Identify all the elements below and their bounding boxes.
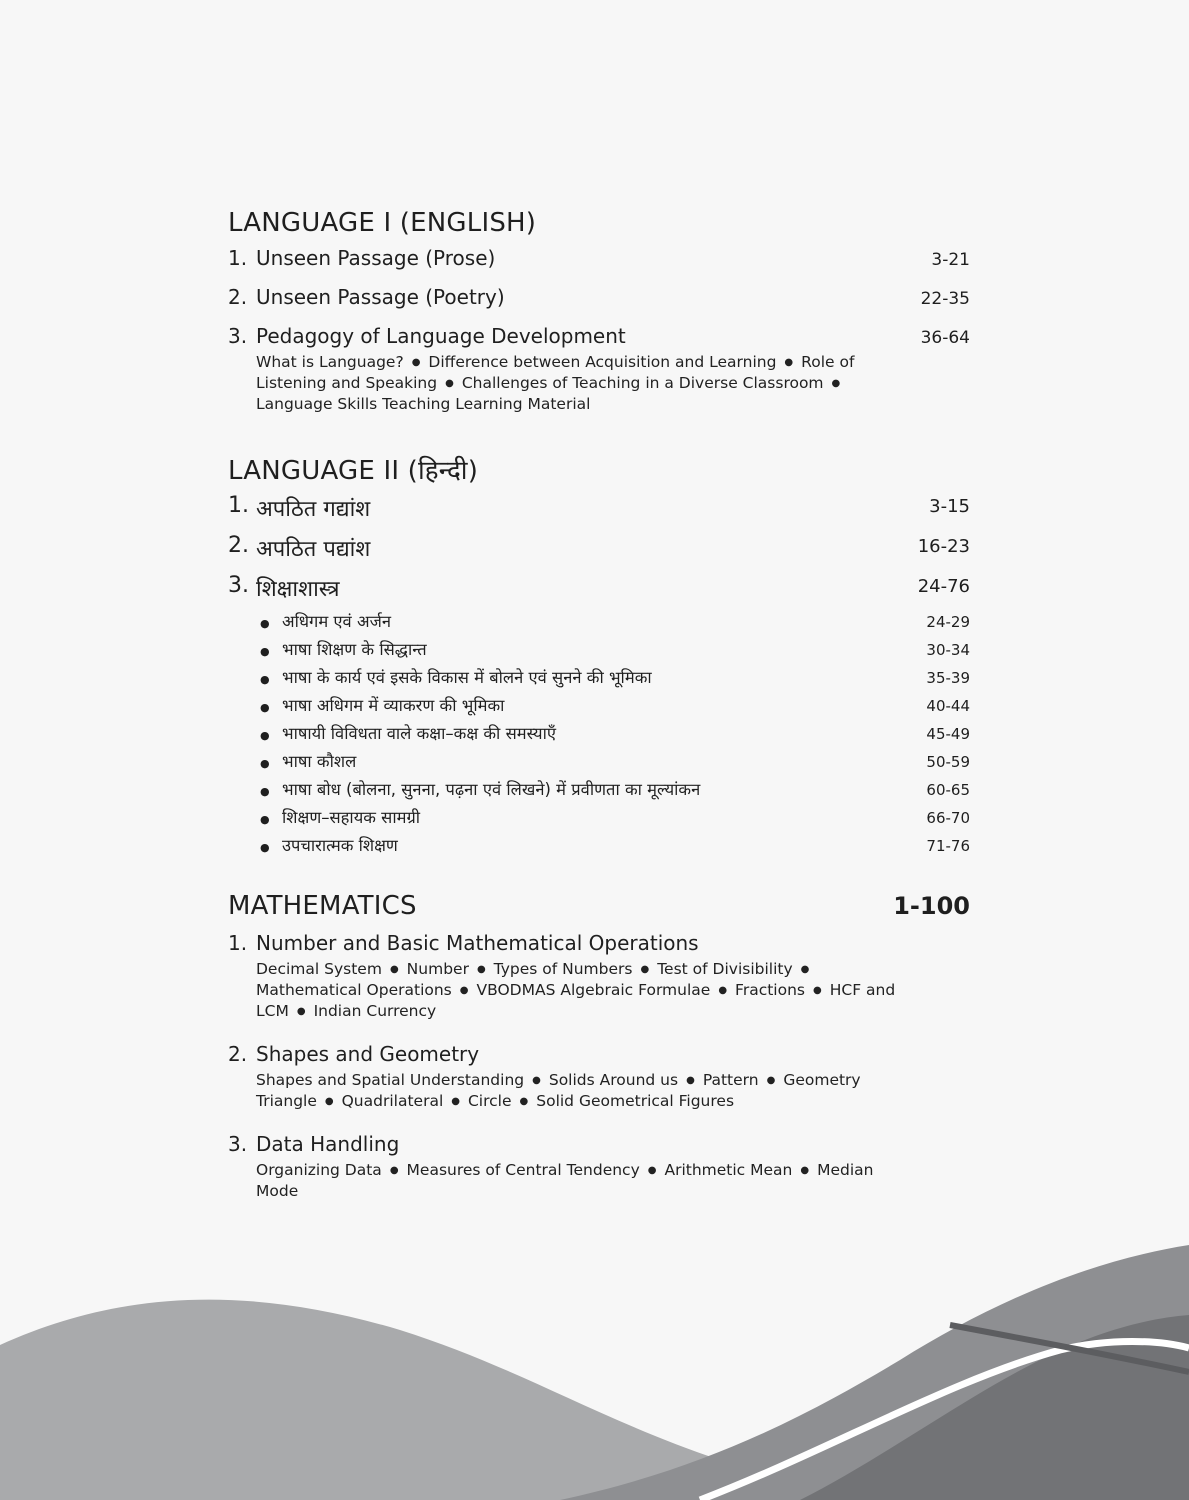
- item-number: 2.: [228, 533, 249, 558]
- topic: Arithmetic Mean: [664, 1161, 793, 1179]
- subitem: [228, 637, 970, 665]
- bullet-separator-icon: ●: [647, 1165, 657, 1176]
- subitem-title: भाषा अधिगम में व्याकरण की भूमिका: [282, 696, 505, 715]
- subitem-title: अधिगम एवं अर्जन: [282, 612, 391, 631]
- bullet-icon: ●: [260, 841, 270, 854]
- topic: Indian Currency: [313, 1002, 437, 1020]
- item-topics: [256, 1160, 916, 1202]
- subitem-title: भाषायी विविधता वाले कक्षा–कक्ष की समस्याएँ: [282, 724, 556, 743]
- subitem-pages: 45-49: [926, 725, 970, 743]
- bullet-separator-icon: ●: [686, 1075, 695, 1086]
- bullet-icon: ●: [260, 813, 270, 826]
- item-topics: [256, 1070, 916, 1112]
- subitem-title: भाषा बोध (बोलना, सुनना, पढ़ना एवं लिखने) में प्रवीणता का मूल्यांकन: [282, 780, 701, 799]
- subitem-pages: 60-65: [926, 781, 970, 799]
- item-title-wrap: [228, 573, 340, 603]
- bullet-separator-icon: ●: [296, 1006, 306, 1017]
- subitem-pages: 66-70: [926, 809, 970, 827]
- hindi-subitems: [228, 609, 970, 861]
- bullet-separator-icon: ●: [766, 1075, 776, 1086]
- item-title-wrap: [228, 1042, 479, 1066]
- topic: Number: [406, 960, 469, 978]
- subitem-pages: 50-59: [926, 753, 970, 771]
- item-pages: 16-23: [917, 536, 970, 557]
- section-hindi-header: [228, 451, 970, 493]
- section-math: [228, 891, 970, 1202]
- bullet-icon: ●: [260, 673, 270, 686]
- topic: Measures of Central Tendency: [406, 1161, 640, 1179]
- subitem-pages: 40-44: [926, 697, 970, 715]
- table-of-contents: [228, 208, 970, 1202]
- section-title: LANGUAGE II (हिन्दी): [228, 456, 479, 486]
- subitem: [228, 665, 970, 693]
- subitem: [228, 805, 970, 833]
- toc-item: [228, 493, 970, 533]
- bullet-icon: ●: [260, 729, 270, 742]
- topic: Shapes and Spatial Understanding: [256, 1071, 525, 1089]
- item-title: Number and Basic Mathematical Operations: [256, 931, 699, 955]
- toc-item: [228, 1042, 970, 1070]
- topic: Geometry Triangle: [256, 1071, 861, 1110]
- section-math-header: [228, 891, 970, 931]
- subitem-pages: 30-34: [926, 641, 970, 659]
- subitem-title: भाषा शिक्षण के सिद्धान्त: [282, 640, 427, 659]
- topic: Types of Numbers: [493, 960, 633, 978]
- subitem-title: भाषा कौशल: [282, 752, 357, 771]
- item-title: Data Handling: [256, 1132, 400, 1156]
- bullet-separator-icon: ●: [831, 378, 841, 389]
- bullet-icon: ●: [260, 757, 270, 770]
- topic: Mathematical Operations: [256, 981, 452, 999]
- section-title: LANGUAGE I (ENGLISH): [228, 208, 537, 238]
- item-pages: 24-76: [917, 576, 970, 597]
- bullet-separator-icon: ●: [476, 964, 486, 975]
- item-topics: [256, 959, 916, 1022]
- bullet-icon: ●: [260, 617, 270, 630]
- bullet-icon: ●: [260, 645, 270, 658]
- subitem: [228, 609, 970, 637]
- bullet-separator-icon: ●: [459, 985, 469, 996]
- bullet-separator-icon: ●: [411, 357, 421, 368]
- topic: Solid Geometrical Figures: [536, 1092, 735, 1110]
- item-number: 1.: [228, 246, 248, 270]
- toc-item: [228, 533, 970, 573]
- item-number: 3.: [228, 573, 249, 598]
- section-title: MATHEMATICS: [228, 891, 417, 921]
- section-hindi: [228, 451, 970, 861]
- topic: Organizing Data: [256, 1161, 382, 1179]
- subitem: [228, 721, 970, 749]
- item-pages: 3-21: [931, 250, 970, 270]
- item-title: Pedagogy of Language Development: [256, 324, 626, 348]
- bullet-separator-icon: ●: [800, 964, 810, 975]
- item-title: अपठित पद्यांश: [256, 537, 371, 562]
- topic: HCF and LCM: [256, 981, 896, 1020]
- item-title-wrap: [228, 533, 370, 563]
- subitem: [228, 833, 970, 861]
- toc-item: [228, 285, 970, 324]
- bullet-separator-icon: ●: [784, 357, 794, 368]
- bullet-separator-icon: ●: [389, 964, 399, 975]
- item-title-wrap: [228, 1132, 399, 1156]
- bullet-separator-icon: ●: [800, 1165, 810, 1176]
- item-number: 2.: [228, 1042, 248, 1066]
- topic: Test of Divisibility: [657, 960, 793, 978]
- item-pages: 3-15: [929, 496, 970, 517]
- item-title: Unseen Passage (Poetry): [256, 285, 505, 309]
- topic: Circle: [467, 1092, 512, 1110]
- item-title-wrap: [228, 493, 370, 523]
- item-title: शिक्षाशास्त्र: [256, 577, 340, 602]
- topic: Role of Listening and Speaking: [256, 353, 855, 392]
- toc-item: [228, 931, 970, 959]
- subitem-pages: 71-76: [926, 837, 970, 855]
- item-number: 1.: [228, 931, 248, 955]
- bullet-icon: ●: [260, 701, 270, 714]
- topic: Difference between Acquisition and Learning: [428, 353, 777, 371]
- topic: Quadrilateral: [341, 1092, 444, 1110]
- section-english: [228, 208, 970, 415]
- item-number: 3.: [228, 324, 248, 348]
- bullet-separator-icon: ●: [532, 1075, 541, 1086]
- item-number: 3.: [228, 1132, 248, 1156]
- topic: Solids Around us: [548, 1071, 679, 1089]
- item-title-wrap: [228, 931, 699, 955]
- item-topics: [256, 352, 916, 415]
- bullet-separator-icon: ●: [324, 1096, 334, 1107]
- item-title-wrap: [228, 285, 505, 309]
- toc-item: [228, 246, 970, 285]
- topic: Pattern: [702, 1071, 759, 1089]
- section-english-header: [228, 208, 970, 246]
- bullet-separator-icon: ●: [451, 1096, 460, 1107]
- subitem: [228, 693, 970, 721]
- bullet-separator-icon: ●: [389, 1165, 399, 1176]
- topic: Language Skills Teaching Learning Material: [256, 395, 591, 413]
- item-title-wrap: [228, 246, 495, 270]
- topic: What is Language?: [256, 353, 404, 371]
- item-number: 2.: [228, 285, 248, 309]
- topic: Challenges of Teaching in a Diverse Classroom: [461, 374, 824, 392]
- toc-item: [228, 324, 970, 352]
- bullet-icon: ●: [260, 785, 270, 798]
- bullet-separator-icon: ●: [813, 985, 822, 996]
- subitem-title: उपचारात्मक शिक्षण: [282, 836, 398, 855]
- subitem: [228, 777, 970, 805]
- subitem-pages: 24-29: [926, 613, 970, 631]
- toc-item: [228, 573, 970, 609]
- topic: Median Mode: [256, 1161, 874, 1200]
- subitem-title: भाषा के कार्य एवं इसके विकास में बोलने एवं सुनने की भूमिका: [282, 668, 652, 687]
- topic: Fractions: [735, 981, 805, 999]
- item-title: अपठित गद्यांश: [256, 497, 371, 522]
- subitem: [228, 749, 970, 777]
- item-title: Unseen Passage (Prose): [256, 246, 496, 270]
- item-number: 1.: [228, 493, 249, 518]
- bullet-separator-icon: ●: [519, 1096, 529, 1107]
- subitem-pages: 35-39: [926, 669, 970, 687]
- bullet-separator-icon: ●: [445, 378, 454, 389]
- topic: Decimal System: [256, 960, 382, 978]
- item-title: Shapes and Geometry: [256, 1042, 480, 1066]
- item-title-wrap: [228, 324, 626, 348]
- item-pages: 22-35: [920, 289, 970, 309]
- bullet-separator-icon: ●: [640, 964, 650, 975]
- item-pages: 36-64: [920, 328, 970, 348]
- topic: VBODMAS Algebraic Formulae: [476, 981, 711, 999]
- toc-item: [228, 1132, 970, 1160]
- bullet-separator-icon: ●: [718, 985, 728, 996]
- section-pages: 1-100: [893, 892, 970, 920]
- subitem-title: शिक्षण–सहायक सामग्री: [282, 808, 421, 827]
